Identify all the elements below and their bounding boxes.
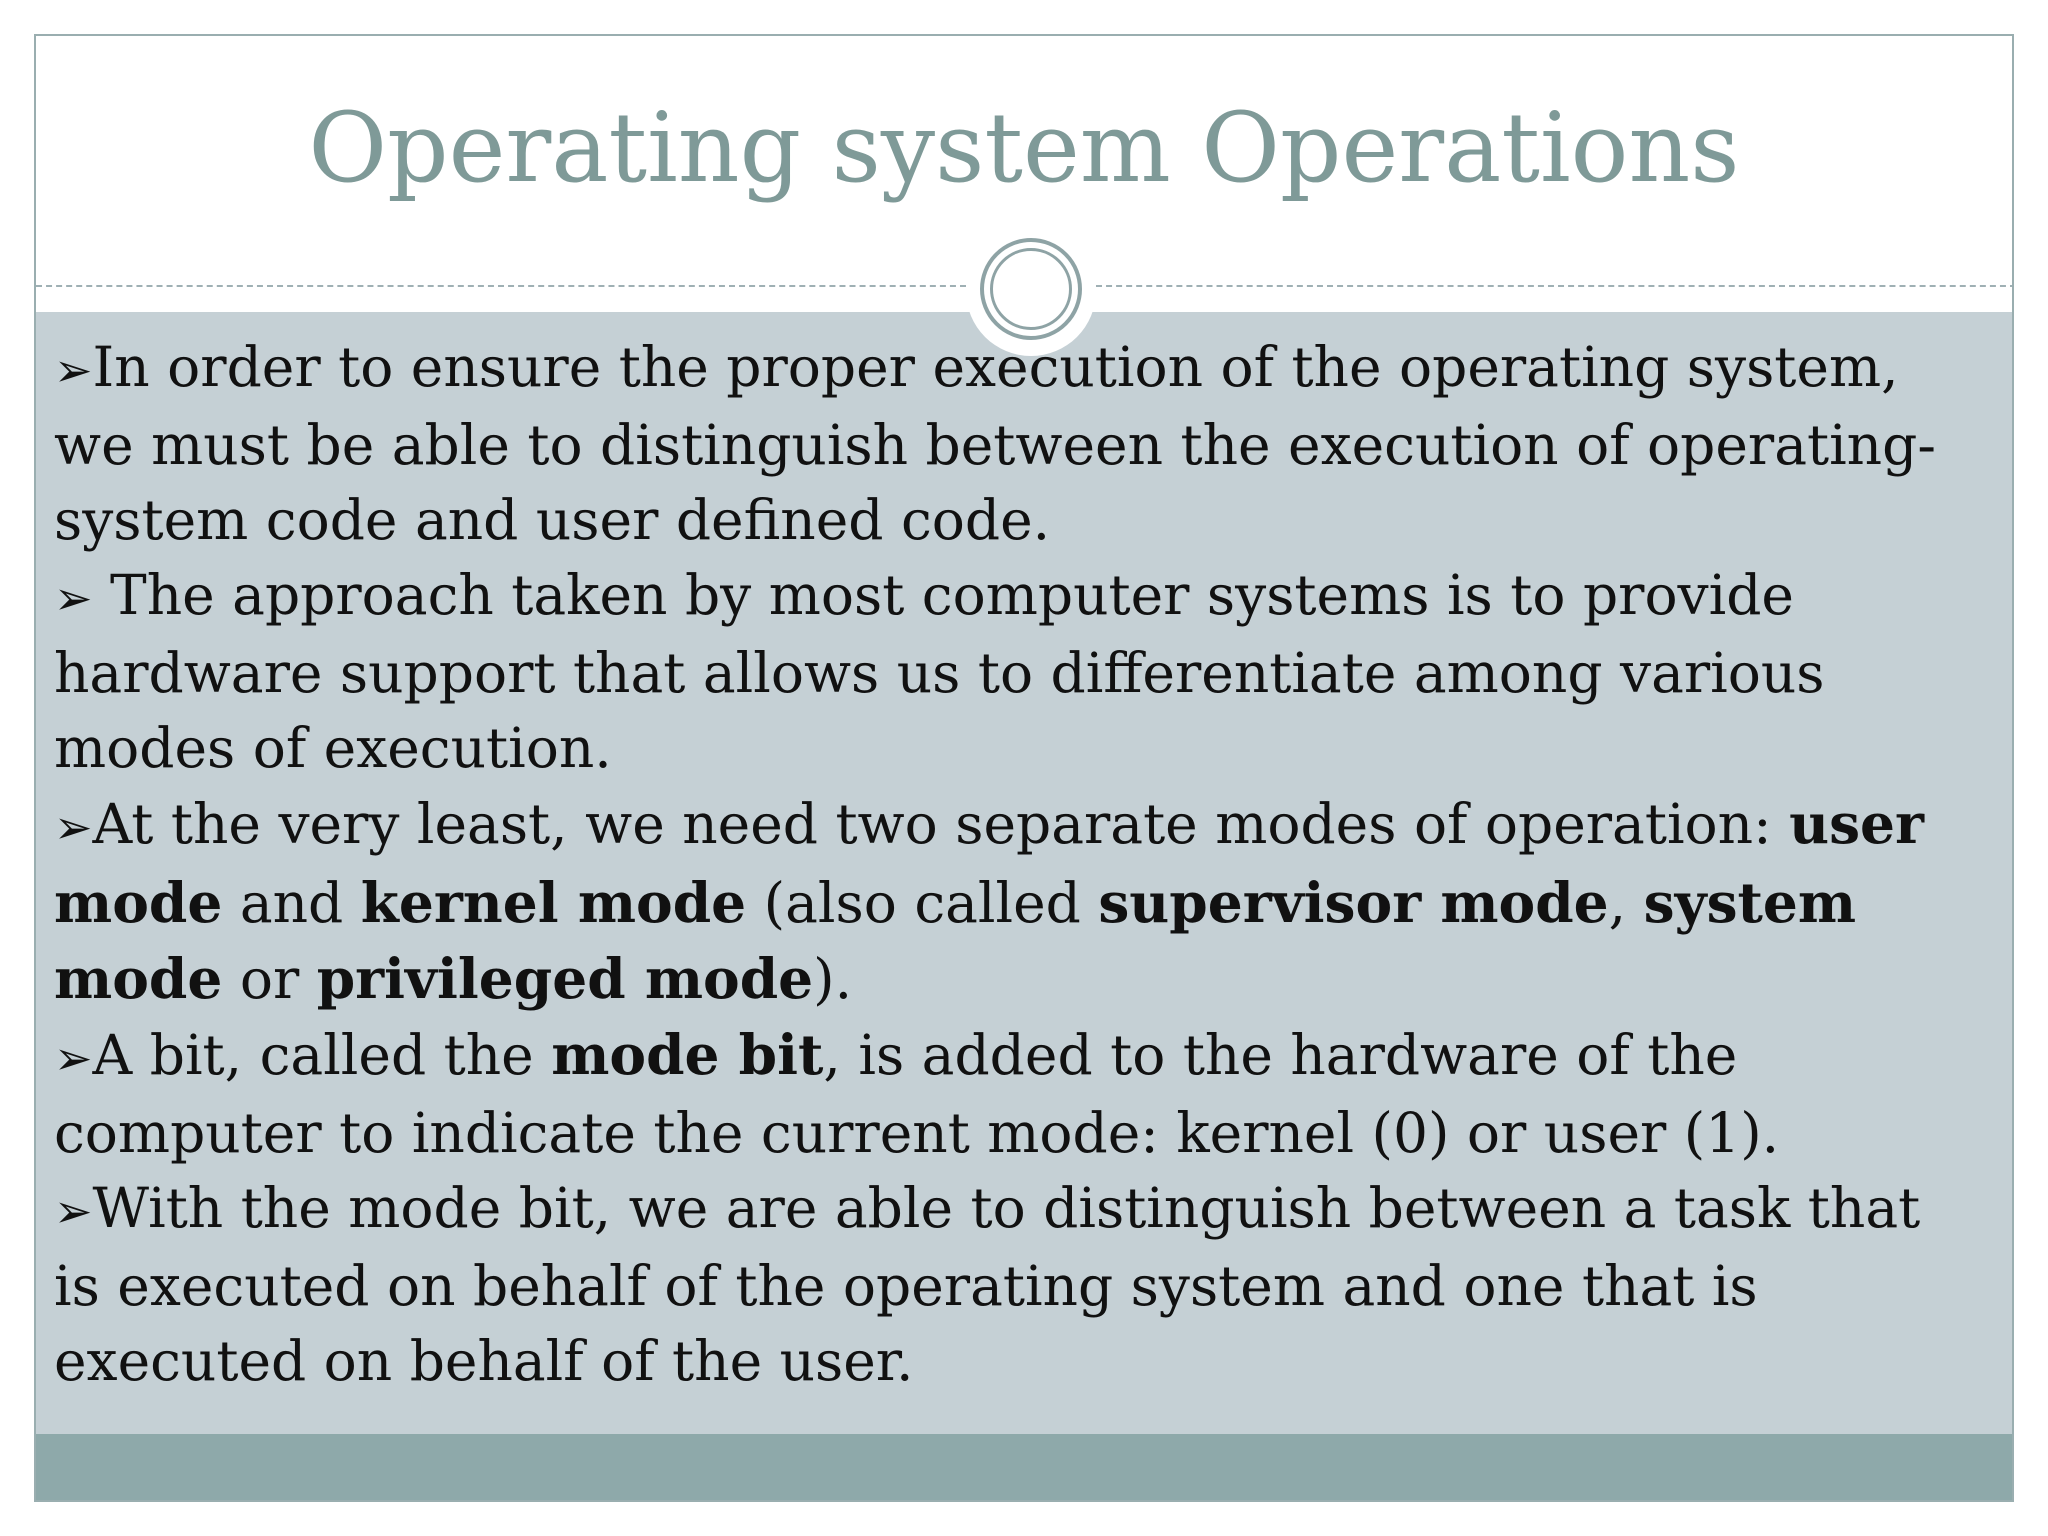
bullet-item [54, 1017, 1954, 1171]
bullet-item [54, 1171, 1954, 1399]
arrow-bullet-icon: ➢ [54, 1031, 93, 1085]
title-divider-right [1096, 285, 2014, 287]
bullet-item [54, 558, 1954, 786]
arrow-bullet-icon: ➢ [54, 571, 93, 625]
bullet-bold-term: supervisor mode [1098, 870, 1609, 935]
bullet-text: , is added to the hardware of the computer to indicate the current mode: kernel (0) or user (1). [54, 1023, 1780, 1165]
arrow-bullet-icon: ➢ [54, 343, 93, 397]
bullet-text: In order to ensure the proper execution of the operating system, we must be able to distinguish between the execution of operating-system code and user defined code. [54, 335, 1936, 552]
bullet-text: ). [813, 947, 853, 1011]
bullet-text: and [222, 871, 361, 935]
bullet-text: At the very least, we need two separate modes of operation: [92, 792, 1790, 856]
footer-bar [36, 1434, 2012, 1502]
bullet-text: (also called [746, 871, 1099, 935]
bullet-item [54, 330, 1954, 558]
bullet-bold-term: system mode [54, 870, 1857, 1011]
bullet-list [54, 330, 1954, 1399]
bullet-item [54, 786, 1954, 1017]
bullet-bold-term: user mode [54, 791, 1925, 935]
bullet-bold-term: mode bit [551, 1022, 824, 1087]
bullet-bold-term: privileged mode [316, 946, 814, 1011]
arrow-bullet-icon: ➢ [54, 1184, 93, 1238]
title-divider-left [36, 285, 966, 287]
arrow-bullet-icon: ➢ [54, 800, 93, 854]
slide-title: Operating system Operations [308, 92, 1740, 204]
bullet-text: , [1608, 871, 1644, 935]
bullet-text: The approach taken by most computer systems is to provide hardware support that allows us to differentiate among various modes of execution. [54, 563, 1825, 780]
bullet-text: With the mode bit, we are able to distinguish between a task that is executed on behalf of the operating system and one that is executed on behalf of the user. [54, 1176, 1921, 1393]
bullet-bold-term: kernel mode [360, 870, 747, 935]
bullet-text: A bit, called the [92, 1023, 552, 1087]
double-circle-inner-ring [990, 248, 1072, 330]
bullet-text: or [222, 947, 317, 1011]
